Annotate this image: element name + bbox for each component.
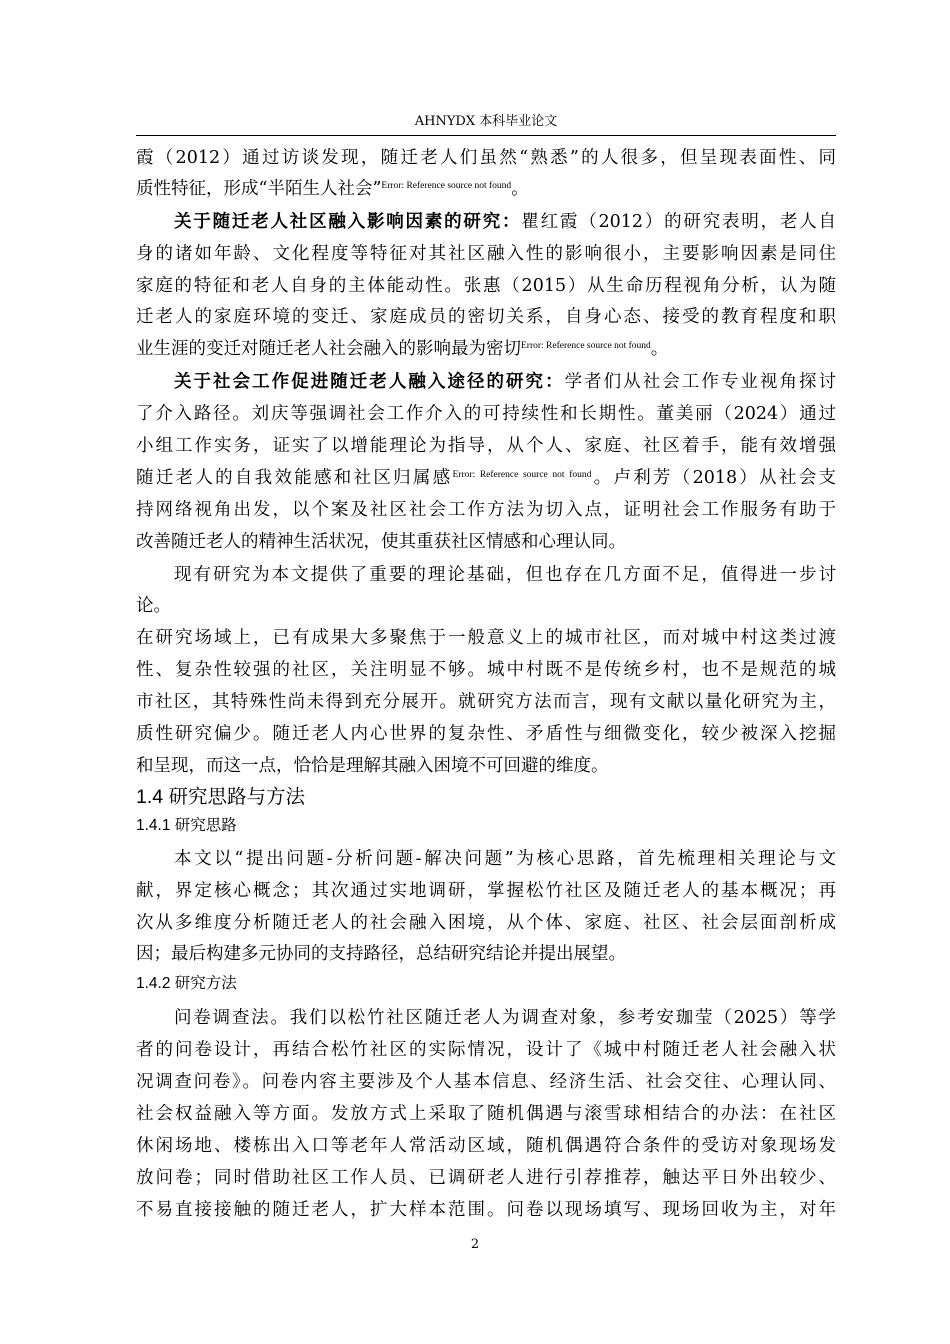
paragraph-line: 和呈现，而这一点，恰恰是理解其融入困境不可回避的维度。	[136, 756, 609, 776]
paragraph-line: 持网络视角出发，以个案及社区社会工作方法为切入点，证明社会工作服务有助于	[136, 500, 836, 520]
paragraph-line: 者的问卷设计，再结合松竹社区的实际情况，设计了《城中村随迁老人社会融入状	[136, 1040, 836, 1060]
paragraph-line: 问卷调查法。我们以松竹社区随迁老人为调查对象，参考安珈莹（2025）等学	[174, 1008, 836, 1028]
citation-error: Error: Reference source not found	[381, 181, 512, 191]
paragraph-line: 放问卷；同时借助社区工作人员、已调研老人进行引荐推荐，触达平日外出较少、	[136, 1168, 836, 1188]
paragraph-line: 家庭的特征和老人自身的主体能动性。张惠（2015）从生命历程视角分析，认为随	[136, 276, 836, 296]
text-run: 。	[511, 179, 529, 199]
text-run: 。卢利芳（2018）从社会支	[591, 468, 837, 488]
page-number: 2	[470, 1237, 480, 1252]
subsection-heading: 1.4.2 研究方法	[136, 975, 237, 992]
paragraph-line: 现有研究为本文提供了重要的理论基础，但也存在几方面不足，值得进一步讨	[174, 565, 836, 585]
paragraph-line	[174, 208, 836, 236]
paragraph-line: 迁老人的家庭环境的变迁、家庭成员的密切关系，自身心态、接受的教育程度和职	[136, 307, 836, 327]
paragraph-line: 市社区，其特殊性尚未得到充分展开。就研究方法而言，现有文献以量化研究为主，	[136, 692, 836, 712]
paragraph-lead: 关于社会工作促进随迁老人融入途径的研究：	[174, 372, 565, 392]
section-heading: 1.4 研究思路与方法	[136, 786, 306, 808]
paragraph-line	[136, 175, 836, 203]
citation-error: Error: Reference source not found	[452, 470, 592, 480]
paragraph-line: 小组工作实务，证实了以增能理论为指导，从个人、家庭、社区着手，能有效增强	[136, 436, 836, 456]
paragraph-line: 次从多维度分析随迁老人的社会融入困境，从个体、家庭、社区、社会层面剖析成	[136, 913, 836, 933]
running-header: AHNYDX 本科毕业论文	[414, 114, 558, 129]
text-run: 业生涯的变迁对随迁老人社会融入的影响最为密切	[136, 339, 521, 359]
paragraph-line: 质性研究偏少。随迁老人内心世界的复杂性、矛盾性与细微变化，较少被深入挖掘	[136, 724, 836, 744]
paragraph-line: 霞（2012）通过访谈发现，随迁老人们虽然“熟悉”的人很多，但呈现表面性、同	[136, 148, 836, 168]
paragraph-line: 论。	[136, 596, 171, 616]
paragraph-line: 了介入路径。刘庆等强调社会工作介入的可持续性和长期性。董美丽（2024）通过	[136, 404, 836, 424]
text-run: 。	[650, 339, 669, 359]
paragraph-line	[174, 368, 836, 396]
paragraph-line	[136, 335, 836, 363]
header-rule	[136, 135, 836, 136]
paragraph-line: 因；最后构建多元协同的支持路径，总结研究结论并提出展望。	[136, 944, 626, 964]
paragraph-line: 本文以“提出问题-分析问题-解决问题”为核心思路，首先梳理相关理论与文	[174, 849, 836, 869]
paragraph-line: 献，界定核心概念；其次通过实地调研，掌握松竹社区及随迁老人的基本概况；再	[136, 881, 836, 901]
paragraph-line: 身的诸如年龄、文化程度等特征对其社区融入性的影响很小，主要影响因素是同住	[136, 244, 836, 264]
paragraph-line: 性、复杂性较强的社区，关注明显不够。城中村既不是传统乡村，也不是规范的城	[136, 660, 836, 680]
text-run: 学者们从社会工作专业视角探讨	[564, 372, 837, 392]
text-run: 瞿红霞（2012）的研究表明，老人自	[521, 212, 836, 232]
text-run: 随迁老人的自我效能感和社区归属感	[136, 468, 453, 488]
text-run: 质性特征，形成“半陌生人社会”	[136, 179, 382, 199]
citation-error: Error: Reference source not found	[521, 341, 651, 351]
paragraph-line: 在研究场域上，已有成果大多聚焦于一般意义上的城市社区，而对城中村这类过渡	[136, 628, 836, 648]
paragraph-line: 不易直接接触的随迁老人，扩大样本范围。问卷以现场填写、现场回收为主，对年	[136, 1200, 836, 1220]
paragraph-lead: 关于随迁老人社区融入影响因素的研究：	[174, 212, 522, 232]
paragraph-line: 况调查问卷》。问卷内容主要涉及个人基本信息、经济生活、社会交往、心理认同、	[136, 1072, 836, 1092]
paragraph-line: 社会权益融入等方面。发放方式上采取了随机偶遇与滚雪球相结合的办法：在社区	[136, 1104, 836, 1124]
paragraph-line	[136, 464, 836, 492]
subsection-heading: 1.4.1 研究思路	[136, 817, 237, 834]
paragraph-line: 休闲场地、楼栋出入口等老年人常活动区域，随机偶遇符合条件的受访对象现场发	[136, 1136, 836, 1156]
paragraph-line: 改善随迁老人的精神生活状况，使其重获社区情感和心理认同。	[136, 532, 626, 552]
